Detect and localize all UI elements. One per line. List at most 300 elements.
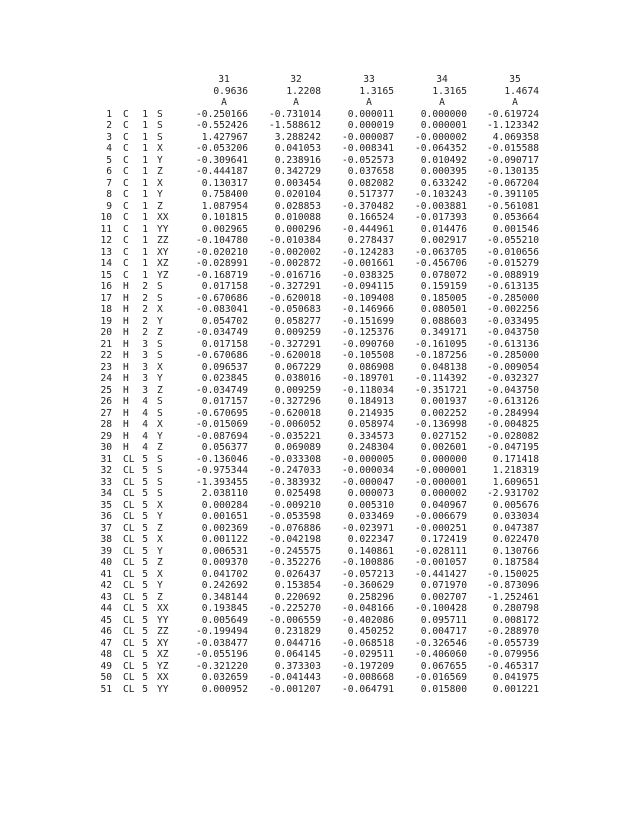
atom-symbol: H [123,384,129,396]
atom-symbol: C [123,258,129,269]
coefficient-value: -0.150025 [487,568,539,580]
basis-index: 3 [106,131,112,143]
atom-symbol: CL [123,499,135,511]
basis-index: 36 [100,511,112,522]
coefficient-value: -0.288970 [487,626,539,637]
table-row [0,292,539,305]
atom-center: 2 [142,304,148,315]
basis-function-type: X [157,534,163,545]
coefficient-value: 0.002917 [420,235,467,246]
atom-symbol: C [123,212,129,223]
coefficient-value: 0.086908 [347,361,394,373]
coefficient-value: 0.001221 [492,683,539,695]
coefficient-value: -0.441427 [415,568,467,580]
coefficient-value: -0.003881 [415,200,467,212]
basis-index: 20 [100,327,112,338]
coefficient-value: 0.088603 [420,315,467,327]
coefficient-value: -0.055196 [196,649,248,660]
coefficient-value: -0.136998 [415,419,467,430]
basis-function-type: Y [157,154,163,166]
atom-center: 3 [142,350,148,361]
basis-function-type: Y [157,430,163,442]
coefficient-value: -0.391105 [487,189,539,200]
coefficient-value: -0.100428 [415,603,467,614]
atom-center: 1 [142,269,148,281]
atom-symbol: C [123,200,129,212]
basis-function-type: YY [157,614,169,626]
basis-function-type: X [157,177,163,189]
coefficient-value: 0.041975 [492,672,539,683]
coefficient-value: -0.000087 [342,131,394,143]
coefficient-value: 0.002707 [420,591,467,603]
coefficient-value: 0.095711 [420,614,467,626]
basis-index: 13 [100,246,112,258]
atom-center: 1 [142,223,148,235]
coefficient-value: -0.118034 [342,384,394,396]
coefficient-value: 0.009259 [274,327,321,338]
coefficient-value: -0.002256 [487,304,539,315]
basis-index: 11 [100,223,112,235]
atom-symbol: C [123,269,129,281]
basis-function-type: S [157,108,163,120]
coefficient-value: 0.005676 [492,499,539,511]
symmetry-header-row [0,97,518,109]
table-row [0,361,539,374]
coefficient-value: -0.731014 [269,108,321,120]
atom-center: 5 [142,488,148,499]
atom-symbol: CL [123,672,135,683]
table-row [0,430,539,443]
atom-symbol: CL [123,568,135,580]
coefficient-value: 4.069358 [492,131,539,143]
coefficient-value: 0.005310 [347,499,394,511]
coefficient-value: -0.053598 [269,511,321,522]
coefficient-value: -0.053206 [196,143,248,154]
atom-center: 1 [142,246,148,258]
coefficient-value: 0.000395 [420,166,467,177]
coefficient-value: 0.010088 [274,212,321,223]
basis-function-type: XY [157,637,169,649]
coefficient-value: 0.342729 [274,166,321,177]
basis-function-type: S [157,350,163,361]
atom-symbol: C [123,246,129,258]
atom-center: 1 [142,212,148,223]
coefficient-value: 0.238916 [274,154,321,166]
coefficient-value: 0.187584 [492,557,539,568]
atom-center: 2 [142,315,148,327]
coefficient-value: -0.076886 [269,522,321,534]
coefficient-value: 0.047387 [492,522,539,534]
coefficient-value: -0.247033 [269,465,321,476]
atom-center: 5 [142,499,148,511]
basis-function-type: S [157,131,163,143]
coefficient-value: 0.048138 [420,361,467,373]
coefficient-value: 0.000000 [420,108,467,120]
coefficient-value: -0.613136 [487,338,539,350]
coefficient-value: -0.006679 [415,511,467,522]
mo-number: 34 [436,74,448,85]
coefficient-value: -0.975344 [196,465,248,476]
coefficient-value: -0.088919 [487,269,539,281]
atom-symbol: CL [123,511,135,522]
basis-index: 24 [100,373,112,384]
eigenvalue: 1.4674 [504,85,539,97]
atom-center: 5 [142,672,148,683]
coefficient-value: -0.001057 [415,557,467,568]
atom-symbol: H [123,407,129,419]
basis-index: 9 [106,200,112,212]
coefficient-value: -0.620018 [269,350,321,361]
basis-index: 12 [100,235,112,246]
table-row [0,637,539,650]
coefficient-rows [0,108,539,696]
basis-index: 7 [106,177,112,189]
basis-index: 8 [106,189,112,200]
coefficient-value: 0.009370 [201,557,248,568]
atom-symbol: CL [123,683,135,695]
basis-index: 42 [100,580,112,591]
table-row [0,672,539,684]
mo-number: 35 [509,74,521,85]
coefficient-value: 0.258296 [347,591,394,603]
coefficient-value: -0.000002 [415,131,467,143]
coefficient-value: -0.055739 [487,637,539,649]
coefficient-value: -0.016569 [415,672,467,683]
atom-center: 4 [142,407,148,419]
basis-index: 2 [106,120,112,131]
table-row [0,143,539,155]
basis-function-type: XX [157,603,169,614]
coefficient-value: -0.015588 [487,143,539,154]
basis-index: 23 [100,361,112,373]
atom-symbol: C [123,166,129,177]
atom-symbol: H [123,419,129,430]
table-row [0,281,539,293]
coefficient-value: 0.450252 [347,626,394,637]
atom-center: 1 [142,154,148,166]
coefficient-value: 0.096537 [201,361,248,373]
coefficient-value: 0.002965 [201,223,248,235]
atom-symbol: CL [123,465,135,476]
atom-center: 2 [142,327,148,338]
coefficient-value: 0.080501 [420,304,467,315]
table-row [0,580,539,592]
coefficient-value: 0.214935 [347,407,394,419]
table-row [0,499,539,512]
basis-function-type: Y [157,511,163,522]
coefficient-value: -0.048166 [342,603,394,614]
basis-index: 39 [100,545,112,557]
coefficient-value: -2.931702 [487,488,539,499]
coefficient-value: -0.620018 [269,292,321,304]
coefficient-value: -0.250166 [196,108,248,120]
atom-symbol: H [123,350,129,361]
basis-function-type: Z [157,522,163,534]
coefficient-value: 0.058974 [347,419,394,430]
coefficient-value: -0.613126 [487,396,539,407]
atom-center: 1 [142,143,148,154]
table-row [0,511,539,523]
atom-center: 5 [142,545,148,557]
coefficient-value: -0.000034 [342,465,394,476]
basis-index: 28 [100,419,112,430]
coefficient-value: -0.285000 [487,292,539,304]
coefficient-value: -0.000001 [415,465,467,476]
coefficient-value: -0.034749 [196,384,248,396]
basis-function-type: YY [157,683,169,695]
basis-function-type: S [157,396,163,407]
basis-function-type: X [157,419,163,430]
coefficient-value: 0.130317 [201,177,248,189]
coefficient-value: 3.288242 [274,131,321,143]
coefficient-value: 0.027152 [420,430,467,442]
coefficient-value: 0.000002 [420,488,467,499]
coefficient-value: 0.001546 [492,223,539,235]
coefficient-value: 0.171418 [492,453,539,465]
coefficient-value: 0.020104 [274,189,321,200]
atom-symbol: CL [123,557,135,568]
coefficient-value: -0.225270 [269,603,321,614]
coefficient-value: -0.047195 [487,442,539,453]
coefficient-value: -0.055210 [487,235,539,246]
coefficient-value: 0.032659 [201,672,248,683]
coefficient-value: -0.006052 [269,419,321,430]
coefficient-value: 0.000001 [420,120,467,131]
coefficient-value: -0.079956 [487,649,539,660]
table-row [0,488,539,500]
coefficient-value: 0.067655 [420,660,467,672]
coefficient-value: 0.053664 [492,212,539,223]
coefficient-value: 0.010492 [420,154,467,166]
coefficient-value: -0.008341 [342,143,394,154]
eigenvalue: 1.3165 [432,85,467,97]
mo-number: 32 [290,74,302,85]
coefficient-value: -0.402086 [342,614,394,626]
basis-function-type: XX [157,672,169,683]
basis-function-type: YY [157,223,169,235]
basis-index: 48 [100,649,112,660]
table-row [0,545,539,558]
coefficient-value: -0.028991 [196,258,248,269]
atom-center: 5 [142,614,148,626]
coefficient-value: -0.017393 [415,212,467,223]
coefficient-value: -0.104780 [196,235,248,246]
coefficient-value: -0.038477 [196,637,248,649]
coefficient-value: -0.009210 [269,499,321,511]
coefficient-value: 0.153854 [274,580,321,591]
atom-symbol: CL [123,614,135,626]
coefficient-value: 0.000073 [347,488,394,499]
atom-symbol: H [123,327,129,338]
coefficient-value: -0.444961 [342,223,394,235]
coefficient-value: -0.109408 [342,292,394,304]
basis-index: 21 [100,338,112,350]
coefficient-value: 1.218319 [492,465,539,476]
coefficient-value: -0.284994 [487,407,539,419]
basis-index: 29 [100,430,112,442]
coefficient-value: 0.159159 [420,281,467,292]
atom-center: 5 [142,649,148,660]
atom-center: 5 [142,465,148,476]
basis-function-type: S [157,338,163,350]
symmetry-label: A [293,97,299,108]
coefficient-value: -0.670686 [196,292,248,304]
coefficient-value: 0.015800 [420,683,467,695]
basis-function-type: Z [157,591,163,603]
table-row [0,304,539,316]
coefficient-value: -0.015069 [196,419,248,430]
coefficient-value: -0.620018 [269,407,321,419]
basis-function-type: XZ [157,649,169,660]
coefficient-value: 0.069089 [274,442,321,453]
coefficient-value: -0.041443 [269,672,321,683]
coefficient-value: -0.114392 [415,373,467,384]
basis-index: 31 [100,453,112,465]
basis-index: 22 [100,350,112,361]
coefficient-value: 0.184913 [347,396,394,407]
basis-function-type: Y [157,315,163,327]
atom-symbol: C [123,108,129,120]
coefficient-value: -0.029511 [342,649,394,660]
coefficient-value: -0.064352 [415,143,467,154]
coefficient-value: -0.010384 [269,235,321,246]
table-row [0,166,539,178]
coefficient-value: 0.028853 [274,200,321,212]
mo-number: 31 [218,74,230,85]
coefficient-value: -0.043750 [487,384,539,396]
coefficient-value: -0.619724 [487,108,539,120]
atom-symbol: C [123,223,129,235]
atom-center: 1 [142,131,148,143]
coefficient-value: -0.090717 [487,154,539,166]
coefficient-value: -0.001661 [342,258,394,269]
coefficient-value: 0.040967 [420,499,467,511]
coefficient-value: 0.002601 [420,442,467,453]
basis-index: 41 [100,568,112,580]
coefficient-value: -0.009054 [487,361,539,373]
atom-center: 5 [142,476,148,488]
coefficient-value: -0.873096 [487,580,539,591]
atom-center: 1 [142,120,148,131]
basis-index: 16 [100,281,112,292]
atom-center: 1 [142,200,148,212]
atom-symbol: CL [123,649,135,660]
atom-center: 1 [142,258,148,269]
mo-coefficient-table [0,74,539,695]
basis-index: 47 [100,637,112,649]
coefficient-value: -0.124283 [342,246,394,258]
coefficient-value: -0.064791 [342,683,394,695]
coefficient-value: 0.003454 [274,177,321,189]
basis-index: 49 [100,660,112,672]
atom-center: 3 [142,361,148,373]
table-row [0,108,539,121]
coefficient-value: 0.006531 [201,545,248,557]
basis-function-type: Z [157,200,163,212]
coefficient-value: -0.033308 [269,453,321,465]
coefficient-value: 0.242692 [201,580,248,591]
basis-index: 45 [100,614,112,626]
coefficient-value: 0.054702 [201,315,248,327]
atom-symbol: CL [123,522,135,534]
coefficient-value: 0.000952 [201,683,248,695]
atom-center: 5 [142,453,148,465]
coefficient-value: 1.609651 [492,476,539,488]
basis-function-type: YZ [157,269,169,281]
coefficient-value: -0.561081 [487,200,539,212]
basis-index: 44 [100,603,112,614]
atom-center: 1 [142,166,148,177]
coefficient-value: -0.004825 [487,419,539,430]
eigenvalue: 0.9636 [213,85,248,97]
basis-index: 33 [100,476,112,488]
coefficient-value: 0.000000 [420,453,467,465]
table-row [0,522,539,535]
atom-center: 2 [142,292,148,304]
coefficient-value: -0.000047 [342,476,394,488]
coefficient-value: -0.100886 [342,557,394,568]
coefficient-value: -0.168719 [196,269,248,281]
coefficient-value: 0.017157 [201,396,248,407]
atom-symbol: H [123,430,129,442]
coefficient-value: -0.370482 [342,200,394,212]
atom-center: 5 [142,534,148,545]
coefficient-value: -0.444187 [196,166,248,177]
coefficient-value: 0.067229 [274,361,321,373]
atom-symbol: CL [123,591,135,603]
coefficient-value: -0.035221 [269,430,321,442]
coefficient-value: 0.001937 [420,396,467,407]
table-row [0,120,539,132]
coefficient-value: -0.326546 [415,637,467,649]
basis-function-type: ZZ [157,626,169,637]
basis-function-type: X [157,499,163,511]
basis-index: 37 [100,522,112,534]
coefficient-value: -0.146966 [342,304,394,315]
basis-index: 18 [100,304,112,315]
basis-index: 14 [100,258,112,269]
atom-symbol: CL [123,580,135,591]
basis-index: 5 [106,154,112,166]
table-row [0,154,539,167]
table-row [0,626,539,638]
coefficient-value: -0.002002 [269,246,321,258]
table-row [0,442,539,454]
table-row [0,557,539,569]
coefficient-value: 0.172419 [420,534,467,545]
atom-center: 3 [142,338,148,350]
table-row [0,223,539,236]
coefficient-value: 0.044716 [274,637,321,649]
atom-symbol: C [123,143,129,154]
basis-function-type: Y [157,373,163,384]
coefficient-value: 0.000019 [347,120,394,131]
coefficient-value: -0.002872 [269,258,321,269]
atom-symbol: H [123,338,129,350]
coefficient-value: -1.252461 [487,591,539,603]
coefficient-value: 0.022347 [347,534,394,545]
atom-center: 5 [142,568,148,580]
coefficient-value: 0.000296 [274,223,321,235]
coefficient-value: 0.348144 [201,591,248,603]
atom-symbol: C [123,189,129,200]
atom-center: 5 [142,637,148,649]
coefficient-value: 0.026437 [274,568,321,580]
basis-function-type: S [157,292,163,304]
atom-symbol: CL [123,534,135,545]
coefficient-value: -0.309641 [196,154,248,166]
atom-symbol: CL [123,603,135,614]
